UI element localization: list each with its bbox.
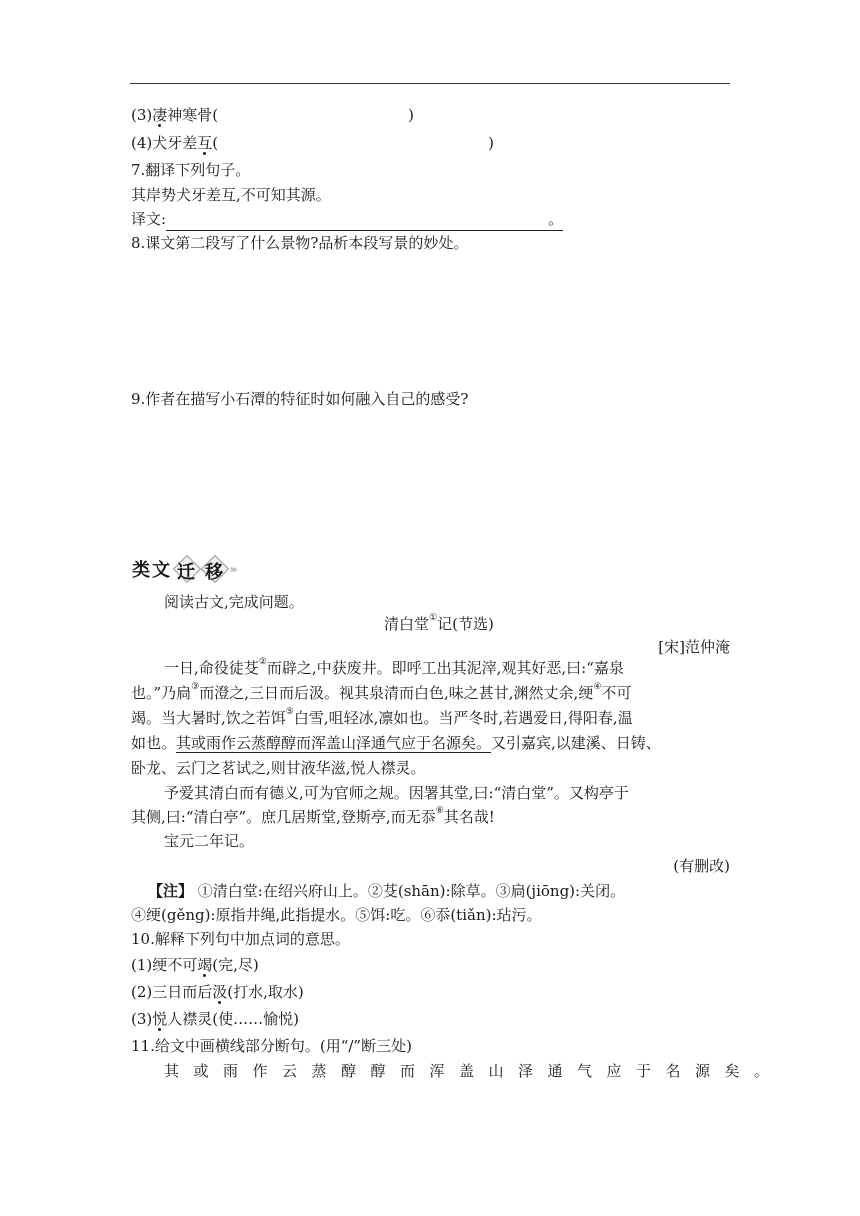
footnote-marker: ④	[593, 682, 602, 692]
q11-sentence[interactable]: 其或雨作云蒸醇醇而浑盖山泽通气应于名源矣。	[164, 1062, 784, 1080]
banner-char: 移	[205, 562, 223, 583]
footnote-marker: ①	[429, 613, 438, 623]
header-rule	[130, 83, 730, 84]
q10-item-1: (1)绠不可竭(完,尽)	[131, 956, 259, 974]
passage-date: 宝元二年记。	[164, 832, 255, 850]
footnote-marker: ⑤	[285, 707, 294, 717]
item-word-rest: 神寒骨	[167, 106, 213, 124]
paren-close: )	[408, 106, 414, 124]
banner-char: 文	[152, 560, 170, 581]
p2-line-1: 予爱其清白而有德义,可为官师之规。因署其堂,曰:“清白堂”。又构亭于	[164, 784, 629, 802]
item-number: (3)	[131, 106, 153, 124]
q10-item-2: (2)三日而后汲(打水,取水)	[131, 983, 304, 1001]
dotted-char: 凄	[152, 106, 168, 124]
q11-title: 11.给文中画横线部分断句。(用“/”断三处)	[131, 1037, 412, 1055]
footnote-marker: ②	[258, 657, 267, 667]
paren-close: )	[488, 134, 494, 152]
q7-title: 7.翻译下列句子。	[131, 161, 251, 179]
dotted-char: 悦	[152, 1010, 168, 1028]
passage-author: [宋]范仲淹	[658, 638, 730, 656]
notes-line-2: ④绠(gěng):原指井绳,此指提水。⑤饵:吃。⑥忝(tiǎn):玷污。	[131, 906, 542, 924]
section-banner	[131, 556, 235, 582]
dotted-char: 汲	[212, 983, 228, 1001]
banner-char: 迁	[177, 562, 195, 583]
q10-item-3: (3)悦人襟灵(使……愉悦)	[131, 1010, 299, 1028]
item-word-head: 犬牙差	[152, 134, 198, 152]
p1-line-4: 如也。其或雨作云蒸醇醇而浑盖山泽通气应于名源矣。又引嘉宾,以建溪、日铸、	[131, 734, 661, 752]
banner-arrows-icon: ››››	[229, 562, 235, 576]
q7-sentence: 其岸势犬牙差互,不可知其源。	[131, 186, 331, 204]
reading-instruction: 阅读古文,完成问题。	[164, 593, 304, 611]
answer-label: 译文:	[131, 210, 167, 228]
q10-title: 10.解释下列句中加点词的意思。	[131, 930, 350, 948]
paren-open: (	[212, 134, 219, 152]
p1-line-3: 竭。当大暑时,饮之若饵⑤白雪,咀轻冰,凛如也。当严冬时,若遇爱日,得阳春,温	[131, 707, 633, 727]
banner-char: 类	[132, 560, 150, 581]
footnote-marker: ③	[191, 682, 200, 692]
notes-line-1: 【注】 ①清白堂:在绍兴府山上。②芟(shān):除草。③扃(jiōng):关闭。	[148, 882, 626, 900]
p1-line-5: 卧龙、云门之茗试之,则甘液华滋,悦人襟灵。	[131, 759, 426, 777]
dotted-char: 竭	[197, 956, 213, 974]
paren-open: (	[212, 106, 219, 124]
notes-label: 【注】	[148, 882, 194, 900]
banner-diamond	[201, 557, 227, 581]
passage-title: 清白堂①记(节选)	[384, 613, 494, 633]
underlined-sentence: 其或雨作云蒸醇醇而浑盖山泽通气应于名源矣。	[176, 734, 492, 752]
footnote-marker: ⑥	[435, 806, 444, 816]
p2-line-2: 其侧,曰:“清白亭”。庶几居斯堂,登斯亭,而无忝⑥其名哉!	[131, 806, 495, 826]
p1-line-2: 也。”乃扃③而澄之,三日而后汲。视其泉清而白色,味之甚甘,渊然丈余,绠④不可	[131, 682, 632, 702]
q6-item-4	[131, 132, 494, 154]
banner-diamond	[173, 557, 199, 581]
p1-line-1: 一日,命役徒芟②而辟之,中获废井。即呼工出其泥滓,观其好恶,曰:“嘉泉	[164, 657, 624, 677]
q7-answer	[131, 208, 563, 231]
q9-title: 9.作者在描写小石潭的特征时如何融入自己的感受?	[131, 390, 469, 408]
q6-item-3	[131, 104, 414, 126]
answer-line[interactable]	[166, 215, 546, 231]
q8-title: 8.课文第二段写了什么景物?品析本段写景的妙处。	[131, 234, 469, 252]
revised-note: (有删改)	[673, 857, 730, 875]
answer-end: 。	[546, 208, 563, 231]
dotted-char: 互	[197, 134, 213, 152]
item-number: (4)	[131, 134, 153, 152]
